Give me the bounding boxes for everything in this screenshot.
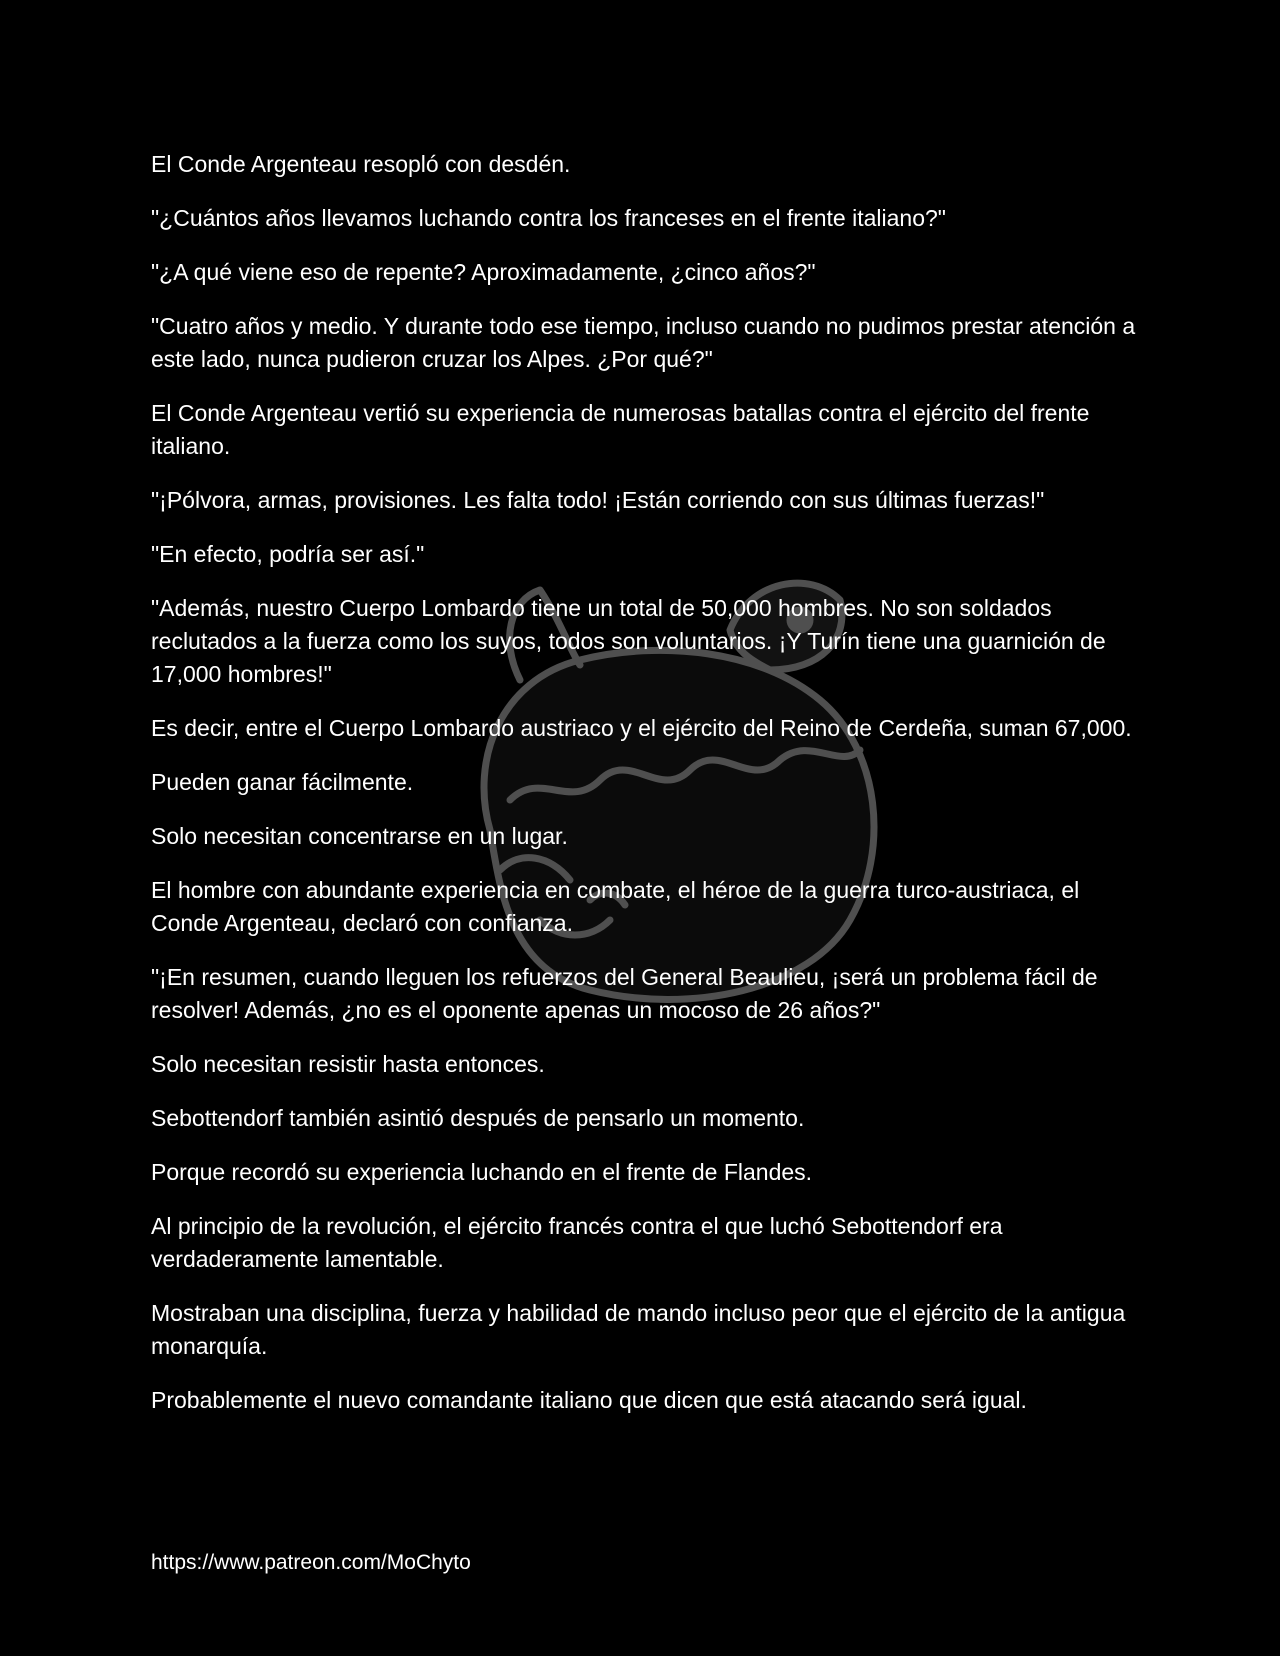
document-body bbox=[151, 148, 1141, 1438]
paragraph: "¿A qué viene eso de repente? Aproximadamente, ¿cinco años?" bbox=[151, 259, 816, 285]
paragraph: Sebottendorf también asintió después de pensarlo un momento. bbox=[151, 1105, 805, 1131]
paragraph: Mostraban una disciplina, fuerza y habilidad de mando incluso peor que el ejército de la antigua monarquía. bbox=[151, 1300, 1126, 1359]
paragraph: El Conde Argenteau vertió su experiencia de numerosas batallas contra el ejército del frente italiano. bbox=[151, 400, 1090, 459]
patreon-link[interactable]: https://www.patreon.com/MoChyto bbox=[151, 1551, 471, 1574]
paragraph: "¡En resumen, cuando lleguen los refuerzos del General Beaulieu, ¡será un problema fácil de resolver! Además, ¿no es el oponente apenas un mocoso de 26 años?" bbox=[151, 964, 1098, 1023]
paragraph: "Cuatro años y medio. Y durante todo ese tiempo, incluso cuando no pudimos prestar atención a este lado, nunca pudieron cruzar los Alpes. ¿Por qué?" bbox=[151, 313, 1136, 372]
paragraph: Probablemente el nuevo comandante italiano que dicen que está atacando será igual. bbox=[151, 1387, 1027, 1413]
paragraph: Porque recordó su experiencia luchando en el frente de Flandes. bbox=[151, 1159, 813, 1185]
paragraph: El hombre con abundante experiencia en combate, el héroe de la guerra turco-austriaca, el Conde Argenteau, declaró con confianza. bbox=[151, 877, 1080, 936]
paragraph: Solo necesitan concentrarse en un lugar. bbox=[151, 823, 568, 849]
paragraph: "En efecto, podría ser así." bbox=[151, 541, 425, 567]
paragraph: "¡Pólvora, armas, provisiones. Les falta todo! ¡Están corriendo con sus últimas fuerzas!" bbox=[151, 487, 1045, 513]
paragraph: Al principio de la revolución, el ejército francés contra el que luchó Sebottendorf era verdaderamente lamentable. bbox=[151, 1213, 1003, 1272]
paragraph: Es decir, entre el Cuerpo Lombardo austriaco y el ejército del Reino de Cerdeña, suman 67,000. bbox=[151, 715, 1132, 741]
paragraph: Solo necesitan resistir hasta entonces. bbox=[151, 1051, 545, 1077]
paragraph: El Conde Argenteau resopló con desdén. bbox=[151, 151, 571, 177]
paragraph: "¿Cuántos años llevamos luchando contra los franceses en el frente italiano?" bbox=[151, 205, 946, 231]
paragraph: Pueden ganar fácilmente. bbox=[151, 769, 414, 795]
paragraph: "Además, nuestro Cuerpo Lombardo tiene un total de 50,000 hombres. No son soldados reclutados a la fuerza como los suyos, todos son voluntarios. ¡Y Turín tiene una guarnición de 17,000 hombres!" bbox=[151, 595, 1106, 687]
